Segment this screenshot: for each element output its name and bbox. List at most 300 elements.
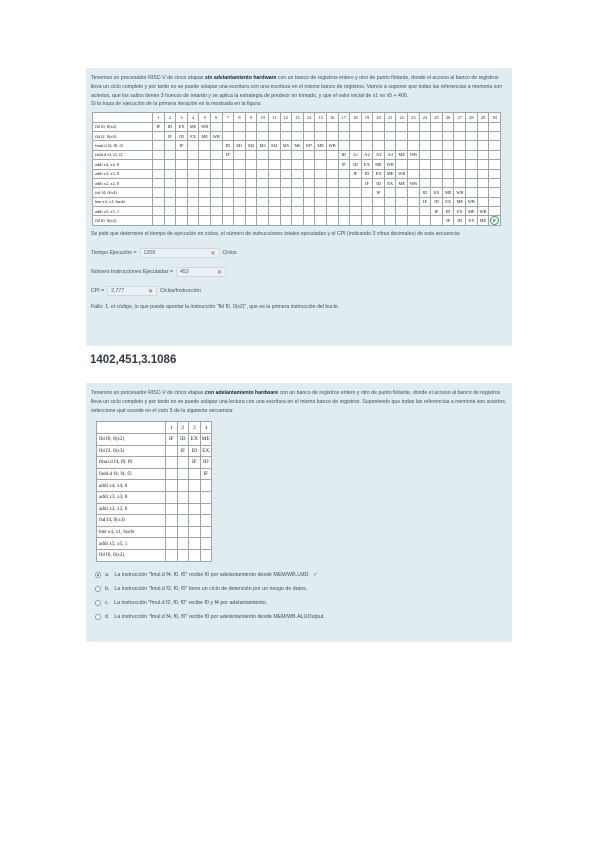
stage-cell (303, 131, 315, 140)
stage-cell: ID (431, 197, 443, 206)
stage-cell (419, 178, 431, 187)
cycle-header: 21 (384, 113, 396, 122)
stage-cell (177, 480, 189, 492)
intro-text-2: con un banco de registros entero y otro de punto flotante, donde el acceso al banco de registros lleva un ciclo completo y por tanto no se puede solapar una escritura con una escritura en el mismo banco de registros. Vamos a suponer que todas las referencias a memoria son aciertos, que los saltos tienen 3 huecos de retardo y se aplica la estrategia de predecir no tomado, y que el valor inicial de x1 es x5 + 400. (91, 75, 503, 99)
stage-cell (189, 468, 201, 480)
stage-cell (234, 160, 246, 169)
stage-cell: ID (454, 216, 466, 226)
incorrect-icon: ✕ (210, 250, 216, 257)
stage-cell (350, 141, 362, 150)
stage-cell (431, 178, 443, 187)
stage-cell (477, 122, 489, 131)
stage-cell (292, 122, 304, 131)
stage-cell (431, 216, 443, 226)
stage-cell (176, 207, 188, 216)
stage-cell (245, 188, 257, 197)
table-row (93, 160, 501, 169)
option-letter: d. (105, 613, 110, 620)
stage-cell (431, 169, 443, 178)
cycle-header: 5 (199, 113, 211, 122)
stage-cell: WB (326, 141, 338, 150)
stage-cell (280, 160, 292, 169)
stage-cell: IF (442, 216, 454, 226)
stage-cell (350, 188, 362, 197)
cycle-header: 3 (176, 113, 188, 122)
stage-cell (177, 491, 189, 503)
stage-cell (187, 178, 199, 187)
stage-cell (189, 503, 201, 515)
stage-cell (396, 188, 408, 197)
stage-cell (280, 131, 292, 140)
stage-cell (234, 207, 246, 216)
stage-cell (489, 131, 501, 140)
stage-cell: M3 (257, 141, 269, 150)
stage-cell (442, 131, 454, 140)
stage-cell (373, 131, 385, 140)
stage-cell (268, 131, 280, 140)
stage-cell (164, 141, 176, 150)
table-row (93, 169, 501, 178)
stage-cell (268, 122, 280, 131)
stage-cell (466, 160, 478, 169)
stage-cell (257, 188, 269, 197)
instruction-cell: fsd f4, 0(x4) (97, 515, 166, 527)
stage-cell (200, 515, 212, 527)
stage-cell (268, 150, 280, 159)
stage-cell (466, 141, 478, 150)
stage-cell (166, 503, 178, 515)
table-row (93, 178, 501, 187)
cycle-header: 2 (164, 113, 176, 122)
stage-cell (361, 122, 373, 131)
stage-cell (189, 538, 201, 550)
stage-cell (268, 216, 280, 226)
stage-cell (315, 169, 327, 178)
stage-cell (177, 549, 189, 561)
table-header-row (93, 113, 501, 122)
incorrect-icon: ✕ (217, 269, 223, 276)
stage-cell (408, 207, 420, 216)
stage-cell (200, 480, 212, 492)
stage-cell (199, 178, 211, 187)
stage-cell (303, 150, 315, 159)
cpi-input[interactable] (107, 286, 157, 296)
num-input[interactable] (176, 267, 226, 277)
stage-cell (466, 150, 478, 159)
question-1-trace-note: Si la traza de ejecución de la primera iteración es la mostrada en la figura: (91, 101, 262, 108)
stage-cell (164, 150, 176, 159)
stage-cell: M7 (303, 141, 315, 150)
cycle-header: 11 (268, 113, 280, 122)
stage-cell (477, 160, 489, 169)
stage-cell (177, 468, 189, 480)
stage-cell (189, 515, 201, 527)
instruction-cell: fld f2, 0(x3) (93, 131, 153, 140)
stage-cell: WB (477, 207, 489, 216)
stage-cell (210, 188, 222, 197)
stage-cell (222, 131, 234, 140)
stage-cell: ID (222, 141, 234, 150)
stage-cell (361, 207, 373, 216)
stage-cell (222, 216, 234, 226)
stage-cell: ME (396, 178, 408, 187)
stage-cell (408, 197, 420, 206)
radio-button[interactable] (95, 600, 101, 606)
stage-cell: EX (200, 445, 212, 457)
stage-cell: A3 (373, 150, 385, 159)
stage-cell (199, 197, 211, 206)
stage-cell (176, 188, 188, 197)
stage-cell: ME (373, 160, 385, 169)
table-row (97, 457, 212, 469)
stage-cell (326, 178, 338, 187)
question-2-intro (91, 389, 507, 415)
stage-cell (222, 207, 234, 216)
instruction-cell: addi x2, x2, 8 (97, 503, 166, 515)
stage-cell (442, 122, 454, 131)
stage-cell: IF (200, 468, 212, 480)
table-row (97, 480, 212, 492)
cycle-header: 26 (442, 113, 454, 122)
intro-text: Tenemos un procesador RISC-V de cinco etapas (91, 75, 205, 81)
cycle-header: 3 (189, 422, 201, 434)
highlight-circle: IF (490, 216, 499, 225)
cycle-header: 8 (234, 113, 246, 122)
stage-cell (166, 549, 178, 561)
stage-cell (257, 216, 269, 226)
stage-cell (315, 160, 327, 169)
stage-cell (234, 197, 246, 206)
stage-cell: ME (396, 150, 408, 159)
option-d[interactable] (91, 610, 507, 624)
stage-cell (245, 160, 257, 169)
instruction-cell: addi x4, x4, 8 (97, 480, 166, 492)
feedback-text: Fallo: 1. el código, lo que puede apuntar la instrucción "fld f0, 0(x2)", que es la primera instrucción del bucle. (91, 304, 340, 311)
num-label: Número Instrucciones Ejecutadas = (91, 269, 174, 276)
time-row (91, 248, 507, 258)
stage-cell: IF (177, 445, 189, 457)
stage-cell (234, 150, 246, 159)
stage-cell (177, 457, 189, 469)
stage-cell (177, 538, 189, 550)
stage-cell: WB (408, 178, 420, 187)
stage-cell (303, 178, 315, 187)
stage-cell (199, 188, 211, 197)
stage-cell: M2 (245, 141, 257, 150)
option-c[interactable] (91, 596, 507, 610)
stage-cell (454, 141, 466, 150)
option-b[interactable] (91, 582, 507, 596)
table-row (93, 141, 501, 150)
stage-cell (257, 160, 269, 169)
stage-cell (245, 131, 257, 140)
stage-cell (268, 197, 280, 206)
cycle-header: 19 (361, 113, 373, 122)
stage-cell: A4 (384, 150, 396, 159)
stage-cell (396, 160, 408, 169)
stage-cell (373, 216, 385, 226)
stage-cell (268, 169, 280, 178)
stage-cell (326, 131, 338, 140)
stage-cell (373, 141, 385, 150)
stage-cell (280, 216, 292, 226)
stage-cell: ID (200, 457, 212, 469)
stage-cell (384, 122, 396, 131)
radio-button[interactable] (95, 586, 101, 592)
time-value: 1209 (143, 250, 156, 257)
instruction-cell: addi x3, x3, 8 (93, 169, 153, 178)
stage-cell (292, 150, 304, 159)
stage-cell (245, 178, 257, 187)
stage-cell: ID (164, 122, 176, 131)
stage-cell (280, 150, 292, 159)
stage-cell: IF (338, 160, 350, 169)
stage-cell: IF (176, 141, 188, 150)
stage-cell (268, 178, 280, 187)
stage-cell: WB (408, 150, 420, 159)
time-input[interactable] (140, 248, 220, 258)
stage-cell (315, 131, 327, 140)
radio-button[interactable] (95, 572, 101, 578)
stage-cell (315, 216, 327, 226)
cycle-header: 1 (166, 422, 178, 434)
stage-cell: WB (384, 160, 396, 169)
stage-cell: ME (199, 131, 211, 140)
stage-cell (326, 122, 338, 131)
question-2-card (86, 383, 512, 642)
stage-cell (187, 216, 199, 226)
instruction-cell: bne x4, x1, bucle (93, 197, 153, 206)
stage-cell (153, 150, 165, 159)
stage-cell (200, 491, 212, 503)
stage-cell (164, 207, 176, 216)
stage-cell (153, 131, 165, 140)
incorrect-icon: ✕ (148, 288, 154, 295)
stage-cell (303, 188, 315, 197)
question-1-card (86, 68, 512, 346)
stage-cell (384, 197, 396, 206)
stage-cell (350, 122, 362, 131)
stage-cell (164, 169, 176, 178)
stage-cell (454, 131, 466, 140)
stage-cell (384, 216, 396, 226)
instruction-cell: fld f0, 0(x2) (93, 122, 153, 131)
stage-cell (292, 207, 304, 216)
stage-cell (396, 207, 408, 216)
num-row (91, 267, 507, 277)
stage-cell (210, 141, 222, 150)
stage-cell (245, 122, 257, 131)
stage-cell (338, 122, 350, 131)
stage-cell: ID (338, 150, 350, 159)
stage-cell (315, 188, 327, 197)
stage-cell (350, 216, 362, 226)
stage-cell (210, 122, 222, 131)
stage-cell (234, 188, 246, 197)
instruction-cell: fld f0, 0(x2) (97, 433, 166, 445)
stage-cell (164, 188, 176, 197)
stage-cell (268, 188, 280, 197)
stage-cell: IF (419, 197, 431, 206)
stage-cell (257, 178, 269, 187)
stage-cell (419, 150, 431, 159)
stage-cell (408, 122, 420, 131)
stage-cell (166, 468, 178, 480)
stage-cell: EX (431, 188, 443, 197)
stage-cell (350, 178, 362, 187)
pipeline-table-1 (92, 112, 501, 226)
stage-cell (419, 122, 431, 131)
stage-cell (176, 169, 188, 178)
stage-cell (326, 160, 338, 169)
stage-cell (338, 141, 350, 150)
stage-cell: ME (442, 188, 454, 197)
stage-cell: IF (189, 457, 201, 469)
cycle-header: 6 (210, 113, 222, 122)
option-a[interactable] (91, 568, 507, 582)
stage-cell (419, 207, 431, 216)
stage-cell (338, 188, 350, 197)
stage-cell: EX (373, 169, 385, 178)
time-unit: Ciclos (222, 250, 237, 257)
stage-cell (292, 197, 304, 206)
stage-cell (199, 207, 211, 216)
stage-cell: WB (396, 169, 408, 178)
stage-cell (338, 178, 350, 187)
stage-cell (338, 131, 350, 140)
stage-cell: EX (187, 131, 199, 140)
cpi-unit: Ciclos/Instrucción (160, 288, 201, 295)
stage-cell (210, 197, 222, 206)
stage-cell (326, 197, 338, 206)
stage-cell: A1 (350, 150, 362, 159)
stage-cell (164, 178, 176, 187)
stage-cell (280, 197, 292, 206)
instruction-cell: addi x5, x5, 1 (93, 207, 153, 216)
instruction-cell: addi x3, x3, 8 (97, 491, 166, 503)
cycle-header: 15 (315, 113, 327, 122)
cycle-header: 30 (489, 113, 501, 122)
stage-cell (396, 197, 408, 206)
cycle-header: 10 (257, 113, 269, 122)
stage-cell: ID (373, 178, 385, 187)
stage-cell (234, 122, 246, 131)
cycle-header: 12 (280, 113, 292, 122)
stage-cell (477, 169, 489, 178)
option-letter: a. (105, 571, 110, 578)
stage-cell: IF (153, 122, 165, 131)
stage-cell (431, 141, 443, 150)
table-row (97, 549, 212, 561)
pipeline-table-2 (96, 421, 212, 561)
stage-cell (280, 178, 292, 187)
stage-cell (257, 207, 269, 216)
stage-cell (166, 480, 178, 492)
stage-cell (361, 216, 373, 226)
stage-cell (199, 216, 211, 226)
stage-cell: M4 (268, 141, 280, 150)
option-letter: b. (105, 585, 110, 592)
stage-cell: ME (200, 433, 212, 445)
stage-cell (234, 178, 246, 187)
stage-cell (189, 491, 201, 503)
stage-cell: ME (315, 141, 327, 150)
stage-cell (187, 141, 199, 150)
cycle-header: 16 (326, 113, 338, 122)
cycle-header: 14 (303, 113, 315, 122)
stage-cell (153, 160, 165, 169)
stage-cell (396, 131, 408, 140)
stage-cell (326, 169, 338, 178)
stage-cell: ME (477, 216, 489, 226)
stage-cell (245, 169, 257, 178)
stage-cell: A2 (361, 150, 373, 159)
stage-cell (454, 178, 466, 187)
instruction-cell: fmul.d f4, f0, f2 (93, 141, 153, 150)
stage-cell (153, 178, 165, 187)
cycle-header: 4 (187, 113, 199, 122)
stage-cell (477, 197, 489, 206)
stage-cell: WB (466, 197, 478, 206)
option-text: La instrucción "fmul.d f2, f0, f0" tiene un ciclo de detención por un riesgo de datos. (114, 585, 308, 592)
stage-cell (166, 491, 178, 503)
stage-cell: IF (164, 131, 176, 140)
stage-cell (408, 169, 420, 178)
stage-cell (477, 141, 489, 150)
stage-cell (222, 122, 234, 131)
table-row (97, 491, 212, 503)
stage-cell (396, 216, 408, 226)
stage-cell (176, 216, 188, 226)
radio-button[interactable] (95, 614, 101, 620)
stage-cell (326, 207, 338, 216)
stage-cell (431, 150, 443, 159)
instruction-cell: addi x5, x5, 1 (97, 538, 166, 550)
stage-cell (408, 141, 420, 150)
stage-cell (466, 131, 478, 140)
stage-cell (396, 141, 408, 150)
table-row (97, 468, 212, 480)
handwritten-answer: 1402,451,3.1086 (90, 354, 177, 366)
instruction-cell: fsd f4, 0(x4) (93, 188, 153, 197)
stage-cell (187, 188, 199, 197)
stage-cell (166, 526, 178, 538)
table-row (93, 131, 501, 140)
stage-cell: EX (176, 122, 188, 131)
stage-cell (408, 216, 420, 226)
table-row (97, 538, 212, 550)
cycle-header: 2 (177, 422, 189, 434)
cycle-header: 20 (373, 113, 385, 122)
stage-cell (408, 131, 420, 140)
stage-cell: WB (210, 131, 222, 140)
stage-cell (176, 197, 188, 206)
stage-cell (454, 169, 466, 178)
stage-cell (338, 169, 350, 178)
stage-cell: ME (454, 197, 466, 206)
stage-cell (454, 122, 466, 131)
stage-cell (164, 160, 176, 169)
stage-cell (199, 169, 211, 178)
stage-cell (280, 122, 292, 131)
stage-cell (245, 197, 257, 206)
stage-cell (210, 169, 222, 178)
header-corner (93, 113, 153, 122)
table-row (97, 503, 212, 515)
instruction-cell: fmul.d f4, f0, f0 (97, 457, 166, 469)
stage-cell: ID (442, 207, 454, 216)
stage-cell (431, 160, 443, 169)
